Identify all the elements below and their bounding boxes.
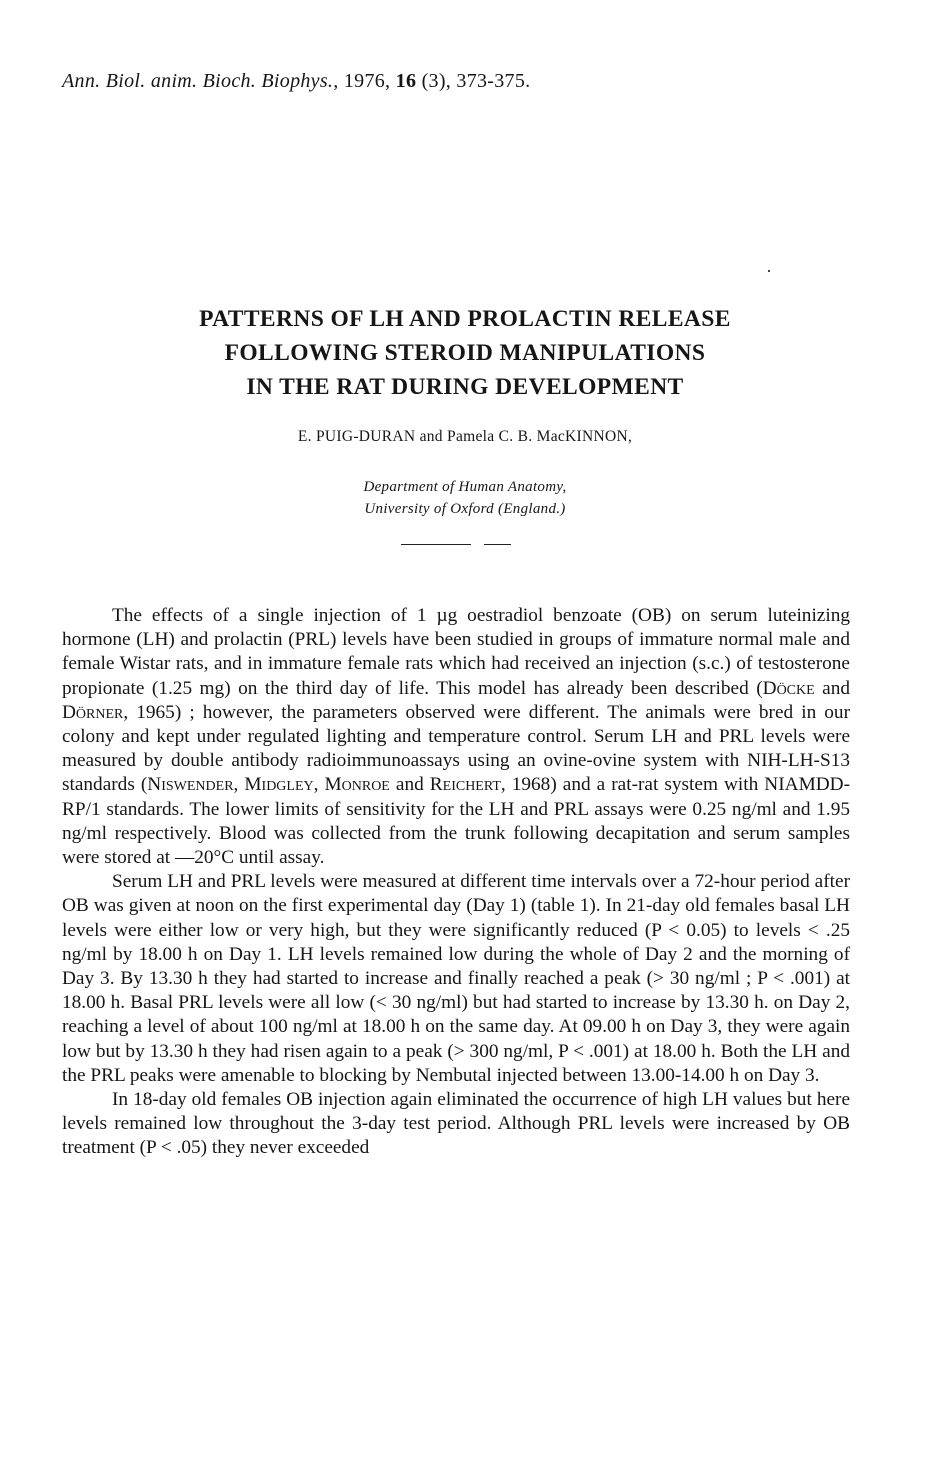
citation-line	[62, 70, 530, 93]
citation-issue-pages: (3), 373-375.	[421, 70, 531, 92]
citation-year: 1976,	[343, 70, 391, 92]
affiliation	[0, 476, 930, 520]
title-line: PATTERNS OF LH AND PROLACTIN RELEASE	[199, 306, 731, 332]
paper-title	[0, 302, 930, 404]
separator-rule-right	[484, 544, 511, 545]
reference-author: Niswender, Midgley, Monroe	[147, 774, 390, 796]
separator-rule-left	[401, 544, 471, 545]
citation-volume: 16	[395, 70, 417, 92]
reference-author: Reichert	[429, 774, 501, 796]
affiliation-university: University of Oxford (England.)	[364, 501, 566, 517]
reference-author: Döcke	[762, 677, 815, 699]
stray-dot	[768, 270, 770, 272]
reference-author: Dörner	[62, 701, 124, 723]
paragraph-results-18-day: In 18-day old females OB injection again eliminated the occurrence of high LH values but here levels remained low throughout the 3-day test period. Although PRL levels were increased by OB treatment (P < .05) they never exceeded	[62, 1089, 850, 1159]
body-text	[62, 604, 850, 1161]
affiliation-department: Department of Human Anatomy,	[363, 479, 567, 495]
title-line: FOLLOWING STEROID MANIPULATIONS	[224, 340, 706, 366]
paragraph-methods: The effects of a single injection of 1 µg oestradiol benzoate (OB) on serum luteinizing hormone (LH) and prolactin (PRL) levels have been studied in groups of immature normal male and female Wistar rats, and in immature female rats which had received an injection (s.c.) of testosterone propionate (1.25 mg) on the third day of life. This model has already been described (Döcke and Dörner, 1965) ; however, the parameters observed were different. The animals were bred in our colony and kept under regulated lighting and temperature control. Serum LH and PRL levels were measured by double antibody radioimmunoassays using an ovine-ovine system with NIH-LH-S13 standards (Niswender, Midgley, Monroe and Reichert, 1968) and a rat-rat system with NIAMDD-RP/1 standards. The lower limits of sensitivity for the LH and PRL assays were 0.25 ng/ml and 1.95 ng/ml respectively. Blood was collected from the trunk following decapitation and serum samples were stored at —20°C until assay.	[62, 605, 850, 869]
journal-name: Ann. Biol. anim. Bioch. Biophys.,	[62, 70, 339, 92]
title-line: IN THE RAT DURING DEVELOPMENT	[246, 374, 684, 400]
paragraph-results-21-day: Serum LH and PRL levels were measured at different time intervals over a 72-hour period after OB was given at noon on the first experimental day (Day 1) (table 1). In 21-day old females basal LH levels were either low or very high, but they were significantly reduced (P < 0.05) to levels < .25 ng/ml by 18.00 h on Day 1. LH levels remained low during the whole of Day 2 and the morning of Day 3. By 13.30 h they had started to increase and finally reached a peak (> 30 ng/ml ; P < .001) at 18.00 h. Basal PRL levels were all low (< 30 ng/ml) but had started to increase by 13.30 h. on Day 2, reaching a level of about 100 ng/ml at 18.00 h on the same day. At 09.00 h on Day 3, they were again low but by 13.30 h they had risen again to a peak (> 300 ng/ml, P < .001) at 18.00 h. Both the LH and the PRL peaks were amenable to blocking by Nembutal injected between 13.00-14.00 h on Day 3.	[62, 871, 850, 1086]
author-line: E. PUIG-DURAN and Pamela C. B. MacKINNON,	[297, 428, 633, 445]
